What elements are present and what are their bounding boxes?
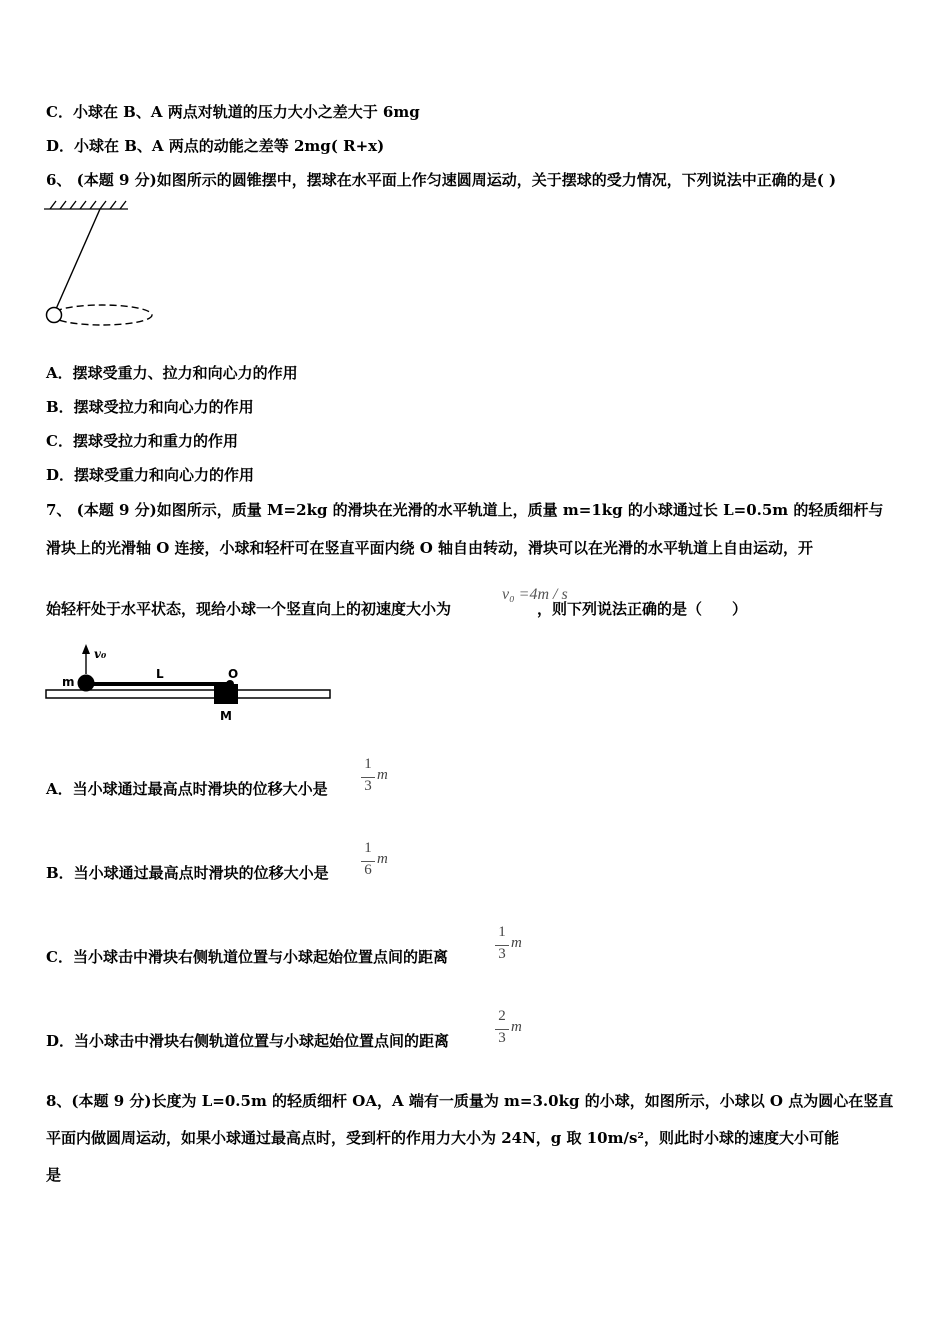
q7-stem-line1: 7、 (本题 9 分)如图所示，质量 M=2kg 的滑块在光滑的水平轨道上，质量 m=1kg 的小球通过长 L=0.5m 的轻质细杆与	[46, 501, 884, 519]
q7-stem-line3-text: 始轻杆处于水平状态，现给小球一个竖直向上的初速度大小为	[46, 600, 452, 618]
q6-option-d: D．摆球受重力和向心力的作用	[46, 466, 255, 484]
initial-velocity-expression: v₀ =4m / s	[502, 586, 568, 603]
label-m: m	[62, 675, 75, 689]
q8-stem-line3: 是	[46, 1166, 62, 1184]
horizontal-track	[46, 690, 330, 698]
q6-option-a: A．摆球受重力、拉力和向心力的作用	[46, 364, 298, 382]
small-ball	[78, 675, 95, 692]
label-o: O	[228, 667, 239, 681]
q7-option-b: B．当小球通过最高点时滑块的位移大小是	[46, 864, 329, 882]
q7-stem-line2: 滑块上的光滑轴 O 连接，小球和轻杆可在竖直平面内绕 O 轴自由转动，滑块可以在光滑的水平轨道上自由运动，开	[46, 539, 814, 557]
q5-option-c: C．小球在 B、A 两点对轨道的压力大小之差大于 6mg	[46, 103, 420, 121]
q6-option-c: C．摆球受拉力和重力的作用	[46, 432, 238, 450]
q8-stem-line1: 8、(本题 9 分)长度为 L=0.5m 的轻质细杆 OA，A 端有一质量为 m=3.0kg 的小球，如图所示，小球以 O 点为圆心在竖直	[46, 1092, 894, 1110]
slider-rod-figure	[42, 640, 342, 725]
q7-option-d: D．当小球击中滑块右侧轨道位置与小球起始位置点间的距离	[46, 1032, 450, 1050]
q8-stem-line2: 平面内做圆周运动，如果小球通过最高点时，受到杆的作用力大小为 24N，g 取 10m/s²，则此时小球的速度大小可能	[46, 1129, 839, 1147]
pendulum-string	[56, 209, 100, 309]
label-l: L	[156, 667, 164, 681]
q7-stem-line3	[46, 599, 747, 619]
axle-o	[226, 680, 234, 688]
ceiling-hatch	[44, 201, 128, 209]
circular-path	[52, 305, 152, 325]
q7-option-a: A．当小球通过最高点时滑块的位移大小是	[46, 780, 328, 798]
slider-block	[214, 684, 238, 704]
q7-option-c: C．当小球击中滑块右侧轨道位置与小球起始位置点间的距离	[46, 948, 448, 966]
label-big-m: M	[220, 709, 232, 723]
q6-option-b: B．摆球受拉力和向心力的作用	[46, 398, 254, 416]
q5-option-d: D．小球在 B、A 两点的动能之差等 2mg( R+x)	[46, 137, 385, 155]
q6-stem: 6、 (本题 9 分)如图所示的圆锥摆中，摆球在水平面上作匀速圆周运动，关于摆球的受力情况，下列说法中正确的是( )	[46, 171, 837, 189]
q7-stem-line3-tail: ，则下列说法正确的是（ ）	[537, 600, 748, 618]
conical-pendulum-figure	[40, 195, 160, 335]
pendulum-bob	[47, 308, 62, 323]
label-v0: v₀	[94, 647, 107, 661]
